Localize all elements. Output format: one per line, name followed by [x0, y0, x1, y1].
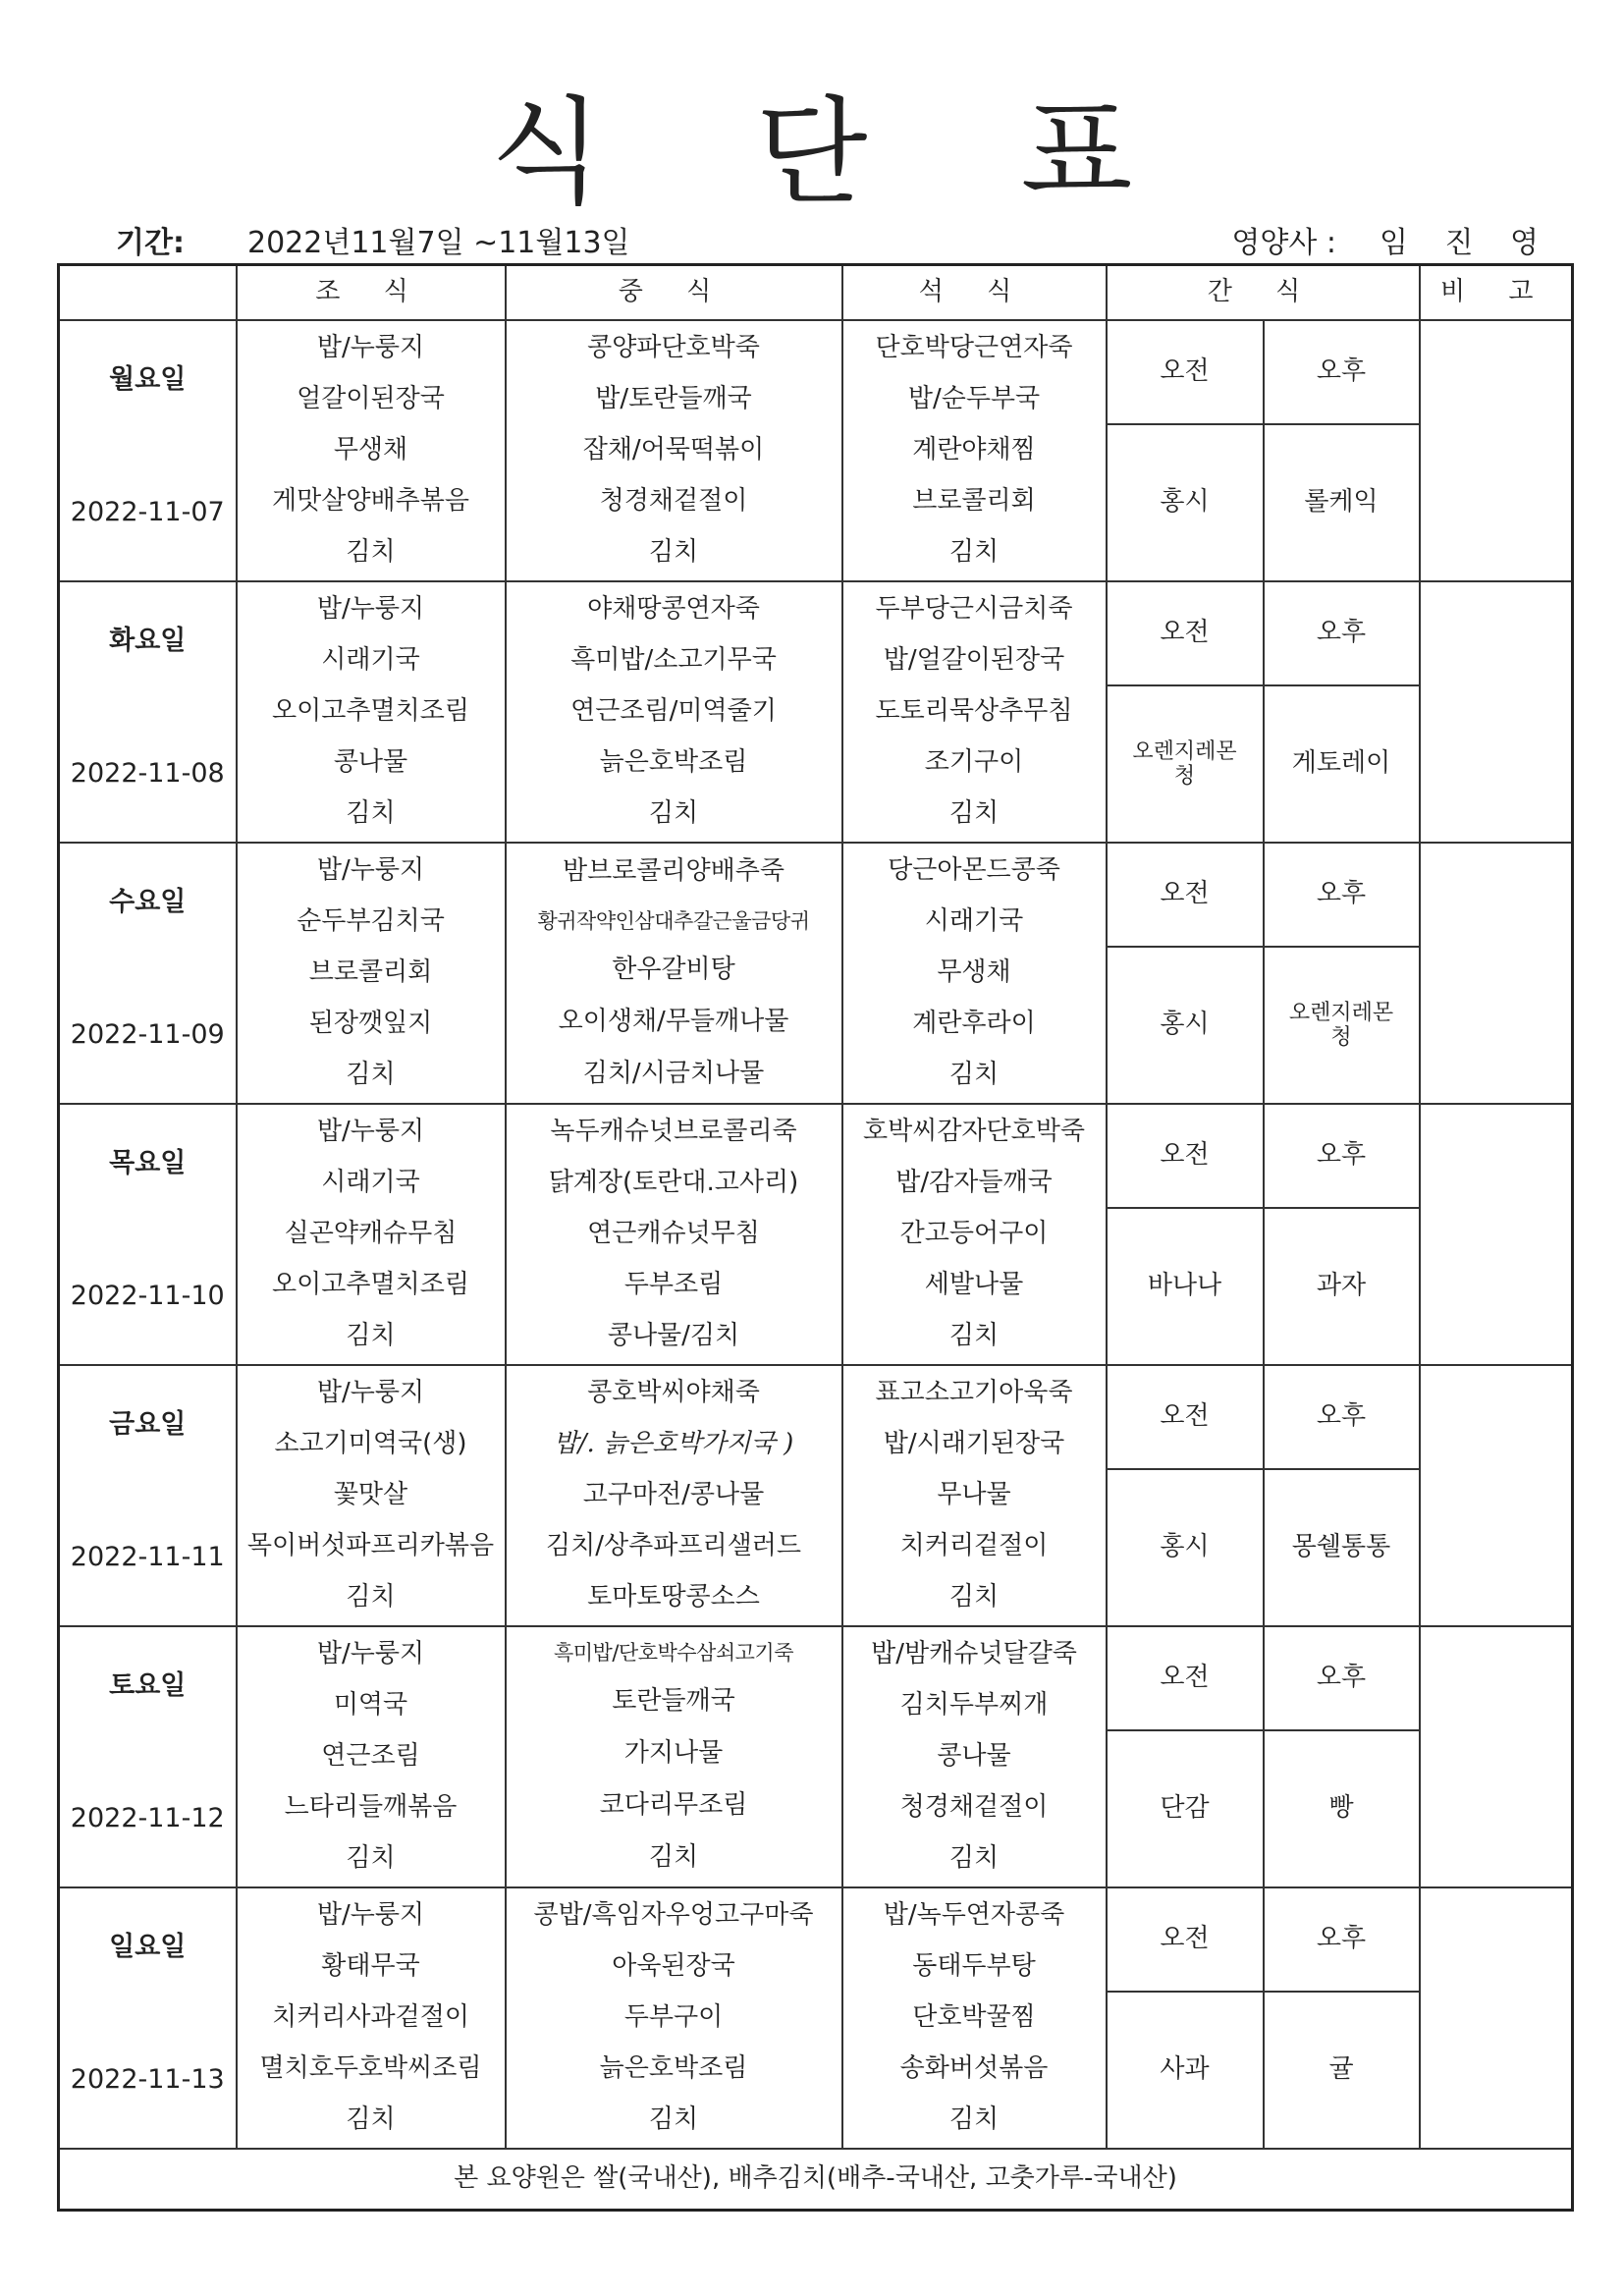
snack-am-value: 바나나: [1107, 1208, 1264, 1365]
breakfast-cell: [237, 1365, 506, 1626]
day-date: 2022-11-09: [70, 1018, 225, 1050]
day-cell: [59, 581, 237, 843]
menu-item: 김치/시금치나물: [582, 1059, 765, 1089]
day-date: 2022-11-12: [70, 1802, 225, 1833]
snack-pm-value: 롤케익: [1264, 424, 1420, 581]
menu-item: 밥/누룽지: [316, 1639, 425, 1669]
dinner-list: [843, 844, 1106, 1103]
menu-item: 늙은호박조림: [599, 2053, 748, 2084]
snack-am-label: 오전: [1107, 320, 1264, 424]
day-row: [59, 1104, 1573, 1208]
menu-item: 얼갈이된장국: [297, 384, 445, 414]
title-char: 단: [755, 84, 868, 220]
menu-item: 밥/누룽지: [316, 855, 425, 886]
menu-item: 도토리묵상추무침: [875, 696, 1073, 727]
menu-item: 밥/. 늙은호박가지국 ): [553, 1429, 794, 1459]
menu-item: 김치: [346, 2105, 396, 2135]
snack-am-label: 오전: [1107, 581, 1264, 685]
breakfast-cell: [237, 1887, 506, 2149]
menu-item: 김치/상추파프리샐러드: [546, 1531, 801, 1561]
breakfast-list: [238, 1366, 505, 1625]
header-dinner: 석 식: [842, 265, 1107, 321]
day-name: 금요일: [109, 1409, 187, 1440]
dietitian-name: 임 진 영: [1379, 226, 1552, 260]
day-cell: [59, 320, 237, 581]
menu-item: 오이고추멸치조림: [272, 1270, 469, 1300]
menu-item: 김치: [948, 1321, 1000, 1351]
breakfast-list: [238, 1627, 505, 1886]
menu-item: 연근조림/미역줄기: [570, 696, 777, 727]
notes-cell: [1420, 1626, 1573, 1887]
day-date: 2022-11-07: [70, 496, 225, 527]
menu-item: 세발나물: [924, 1270, 1024, 1300]
snack-pm-label: 오후: [1264, 320, 1420, 424]
menu-item: 목이버섯파프리카볶음: [246, 1531, 495, 1561]
menu-item: 무생채: [937, 957, 1011, 988]
breakfast-cell: [237, 320, 506, 581]
menu-item: 김치: [346, 1582, 396, 1613]
menu-item: 김치: [346, 1321, 396, 1351]
menu-item: 청경채겉절이: [599, 486, 748, 517]
menu-item: 밥/누룽지: [316, 594, 425, 625]
day-box: [60, 1366, 236, 1619]
notes-cell: [1420, 1104, 1573, 1365]
menu-item: 한우갈비탕: [612, 955, 735, 985]
menu-item: 황태무국: [321, 1951, 420, 1982]
menu-item: 밥/밤캐슈넛달걀죽: [871, 1639, 1077, 1669]
dinner-cell: [842, 843, 1107, 1104]
snack-pm-label: 오후: [1264, 843, 1420, 947]
dinner-list: [843, 1888, 1106, 2148]
day-box: [60, 1627, 236, 1881]
menu-item: 김치: [948, 1582, 1000, 1613]
dinner-cell: [842, 1365, 1107, 1626]
menu-item: 아욱된장국: [612, 1951, 735, 1982]
breakfast-list: [238, 1105, 505, 1364]
menu-item: 미역국: [333, 1690, 408, 1721]
day-name: 토요일: [109, 1670, 187, 1701]
snack-pm-label: 오후: [1264, 1104, 1420, 1208]
snack-pm-value: 빵: [1264, 1730, 1420, 1887]
menu-item: 김치: [948, 1843, 1000, 1874]
menu-item: 콩나물: [333, 747, 408, 778]
menu-item: 밥/누룽지: [316, 1117, 425, 1147]
day-date: 2022-11-13: [70, 2063, 225, 2095]
lunch-list: [507, 321, 841, 580]
menu-item: 김치: [948, 798, 1000, 829]
breakfast-cell: [237, 1626, 506, 1887]
breakfast-list: [238, 1888, 505, 2148]
menu-item: 무생채: [333, 435, 408, 465]
breakfast-cell: [237, 581, 506, 843]
dinner-list: [843, 1105, 1106, 1364]
menu-item: 김치: [346, 1843, 396, 1874]
menu-item: 단호박꿀찜: [912, 2002, 1036, 2033]
menu-item: 밤브로콜리양배추죽: [562, 855, 785, 886]
day-cell: [59, 1887, 237, 2149]
menu-item: 밥/순두부국: [907, 384, 1041, 414]
menu-table: [57, 263, 1574, 2212]
menu-item: 밥/감자들깨국: [895, 1168, 1053, 1198]
menu-item: 연근조림: [321, 1741, 420, 1772]
menu-item: 김치: [948, 2105, 1000, 2135]
menu-item: 김치: [648, 537, 699, 568]
lunch-cell: [506, 1887, 842, 2149]
menu-item: 닭계장(토란대.고사리): [548, 1168, 799, 1198]
menu-item: 꽃맛살: [333, 1480, 408, 1510]
dietitian: [1231, 218, 1552, 261]
menu-item: 단호박당근연자죽: [875, 333, 1073, 363]
day-date: 2022-11-08: [70, 757, 225, 789]
menu-item: 토마토땅콩소스: [587, 1582, 760, 1613]
menu-item: 김치: [346, 537, 396, 568]
footer-row: [59, 2149, 1573, 2211]
dinner-list: [843, 582, 1106, 842]
menu-item: 늙은호박조림: [599, 747, 748, 778]
day-cell: [59, 1365, 237, 1626]
snack-am-label: 오전: [1107, 1365, 1264, 1469]
period-value: 2022년11월7일 ~11월13일: [247, 226, 630, 260]
snack-am-value: 홍시: [1107, 424, 1264, 581]
dietitian-label: 영양사 :: [1231, 226, 1336, 260]
menu-item: 야채땅콩연자죽: [587, 594, 760, 625]
notes-cell: [1420, 1887, 1573, 2149]
header-row: [59, 265, 1573, 321]
snack-am-value: 홍시: [1107, 947, 1264, 1104]
footer-note: 본 요양원은 쌀(국내산), 배추김치(배추-국내산, 고춧가루-국내산): [59, 2149, 1573, 2211]
menu-item: 시래기국: [321, 1168, 420, 1198]
lunch-cell: [506, 1626, 842, 1887]
menu-item: 녹두캐슈넛브로콜리죽: [550, 1117, 797, 1147]
day-name: 화요일: [109, 626, 187, 656]
menu-item: 밥/얼갈이된장국: [883, 645, 1065, 676]
breakfast-list: [238, 582, 505, 842]
menu-item: 된장깻잎지: [308, 1009, 433, 1039]
day-row: [59, 320, 1573, 424]
dinner-list: [843, 1627, 1106, 1886]
period-label: 기간:: [116, 226, 185, 260]
day-cell: [59, 1104, 237, 1365]
menu-item: 밥/누룽지: [316, 1900, 425, 1931]
menu-item: 밥/누룽지: [316, 333, 425, 363]
menu-item: 김치: [948, 537, 1000, 568]
day-row: [59, 1365, 1573, 1469]
day-name: 목요일: [109, 1148, 187, 1178]
day-name: 수요일: [109, 887, 187, 917]
snack-am-label: 오전: [1107, 1887, 1264, 1992]
menu-item: 조기구이: [924, 747, 1024, 778]
lunch-list: [507, 1366, 841, 1625]
menu-item: 밥/누룽지: [316, 1378, 425, 1408]
title-char: 식: [490, 84, 603, 220]
menu-item: 오이고추멸치조림: [272, 696, 469, 727]
menu-item: 순두부김치국: [297, 906, 445, 937]
menu-item: 김치: [648, 1842, 699, 1873]
snack-pm-value: 귤: [1264, 1992, 1420, 2149]
menu-item: 김치: [346, 1060, 396, 1090]
menu-item: 김치두부찌개: [899, 1690, 1049, 1721]
menu-item: 브로콜리회: [912, 486, 1036, 517]
menu-item: 치커리겉절이: [899, 1531, 1049, 1561]
notes-cell: [1420, 843, 1573, 1104]
snack-pm-label: 오후: [1264, 1365, 1420, 1469]
menu-item: 흑미밥/단호박수삼쇠고기죽: [553, 1640, 793, 1665]
day-box: [60, 321, 236, 574]
menu-item: 잡채/어묵떡볶이: [582, 435, 765, 465]
snack-am-label: 오전: [1107, 843, 1264, 947]
menu-body: [59, 320, 1573, 2149]
breakfast-list: [238, 321, 505, 580]
header-day: [59, 265, 237, 321]
dinner-cell: [842, 1104, 1107, 1365]
day-name: 월요일: [109, 364, 187, 395]
day-cell: [59, 1626, 237, 1887]
menu-item: 동태두부탕: [912, 1951, 1036, 1982]
snack-pm-value: 과자: [1264, 1208, 1420, 1365]
dinner-cell: [842, 1626, 1107, 1887]
menu-item: 고구마전/콩나물: [582, 1480, 765, 1510]
menu-item: 콩양파단호박죽: [587, 333, 760, 363]
menu-item: 연근캐슈넛무침: [587, 1219, 760, 1249]
header-notes: 비 고: [1420, 265, 1573, 321]
menu-item: 느타리들깨볶음: [284, 1792, 458, 1823]
dinner-list: [843, 1366, 1106, 1625]
menu-item: 흑미밥/소고기무국: [570, 645, 777, 676]
snack-am-value: 사과: [1107, 1992, 1264, 2149]
menu-item: 실곤약캐슈무침: [284, 1219, 458, 1249]
snack-am-value: 단감: [1107, 1730, 1264, 1887]
menu-item: 청경채겉절이: [899, 1792, 1049, 1823]
menu-item: 시래기국: [321, 645, 420, 676]
day-row: [59, 1887, 1573, 1992]
snack-pm-value: 몽쉘통통: [1264, 1469, 1420, 1626]
lunch-cell: [506, 320, 842, 581]
menu-item: 김치: [346, 798, 396, 829]
menu-item: 두부당근시금치죽: [875, 594, 1073, 625]
lunch-cell: [506, 1365, 842, 1626]
day-row: [59, 843, 1573, 947]
snack-am-value: 오렌지레몬 청: [1107, 685, 1264, 843]
lunch-list: [507, 1627, 841, 1886]
menu-item: 게맛살양배추볶음: [272, 486, 469, 517]
menu-item: 가지나물: [623, 1738, 724, 1769]
menu-item: 당근아몬드콩죽: [888, 855, 1060, 886]
dinner-cell: [842, 320, 1107, 581]
menu-item: 콩호박씨야채죽: [587, 1378, 760, 1408]
dinner-cell: [842, 1887, 1107, 2149]
lunch-cell: [506, 1104, 842, 1365]
day-box: [60, 582, 236, 836]
header-snack: 간 식: [1107, 265, 1420, 321]
breakfast-cell: [237, 1104, 506, 1365]
menu-item: 간고등어구이: [899, 1219, 1049, 1249]
header-lunch: 중 식: [506, 265, 842, 321]
menu-item: 계란후라이: [912, 1009, 1036, 1039]
menu-item: 두부구이: [623, 2002, 724, 2033]
lunch-list: [507, 1105, 841, 1364]
menu-item: 송화버섯볶음: [899, 2053, 1049, 2084]
day-row: [59, 1626, 1573, 1730]
day-name: 일요일: [109, 1932, 187, 1962]
menu-item: 김치: [648, 2105, 699, 2135]
menu-item: 밥/토란들깨국: [595, 384, 752, 414]
menu-item: 토란들깨국: [612, 1686, 735, 1717]
snack-am-value: 홍시: [1107, 1469, 1264, 1626]
notes-cell: [1420, 581, 1573, 843]
menu-item: 김치: [648, 798, 699, 829]
menu-item: 표고소고기아욱죽: [875, 1378, 1073, 1408]
breakfast-list: [238, 844, 505, 1103]
lunch-list: [507, 582, 841, 842]
menu-item: 호박씨감자단호박죽: [862, 1117, 1086, 1147]
menu-item: 두부조림: [623, 1270, 724, 1300]
menu-item: 콩밥/흑임자우엉고구마죽: [533, 1900, 814, 1931]
menu-item: 콩나물: [937, 1741, 1011, 1772]
menu-item: 밥/시래기된장국: [883, 1429, 1065, 1459]
day-box: [60, 1105, 236, 1358]
menu-item: 치커리사과겉절이: [272, 2002, 469, 2033]
title-char: 표: [1020, 84, 1133, 220]
snack-am-label: 오전: [1107, 1104, 1264, 1208]
snack-pm-label: 오후: [1264, 1887, 1420, 1992]
breakfast-cell: [237, 843, 506, 1104]
lunch-list: [507, 1888, 841, 2148]
day-box: [60, 844, 236, 1097]
menu-item: 무나물: [937, 1480, 1011, 1510]
day-row: [59, 581, 1573, 685]
menu-item: 밥/녹두연자콩죽: [883, 1900, 1065, 1931]
menu-item: 김치: [948, 1060, 1000, 1090]
menu-item: 계란야채찜: [912, 435, 1036, 465]
menu-item: 멸치호두호박씨조림: [259, 2053, 482, 2084]
menu-item: 황귀작약인삼대추갈근울금당귀: [537, 908, 810, 933]
lunch-cell: [506, 843, 842, 1104]
lunch-cell: [506, 581, 842, 843]
snack-pm-value: 오렌지레몬 청: [1264, 947, 1420, 1104]
snack-pm-label: 오후: [1264, 1626, 1420, 1730]
menu-item: 소고기미역국(생): [274, 1429, 467, 1459]
header-breakfast: 조 식: [237, 265, 506, 321]
lunch-list: [507, 844, 841, 1103]
menu-item: 브로콜리회: [308, 957, 433, 988]
snack-am-label: 오전: [1107, 1626, 1264, 1730]
menu-item: 시래기국: [924, 906, 1024, 937]
day-date: 2022-11-10: [70, 1280, 225, 1311]
day-date: 2022-11-11: [70, 1541, 225, 1572]
snack-pm-value: 게토레이: [1264, 685, 1420, 843]
page-title: [0, 59, 1623, 226]
day-box: [60, 1888, 236, 2142]
notes-cell: [1420, 320, 1573, 581]
menu-item: 코다리무조림: [599, 1790, 748, 1821]
dinner-list: [843, 321, 1106, 580]
menu-item: 오이생채/무들깨나물: [558, 1007, 789, 1037]
notes-cell: [1420, 1365, 1573, 1626]
snack-pm-label: 오후: [1264, 581, 1420, 685]
day-cell: [59, 843, 237, 1104]
menu-item: 콩나물/김치: [607, 1321, 740, 1351]
dinner-cell: [842, 581, 1107, 843]
